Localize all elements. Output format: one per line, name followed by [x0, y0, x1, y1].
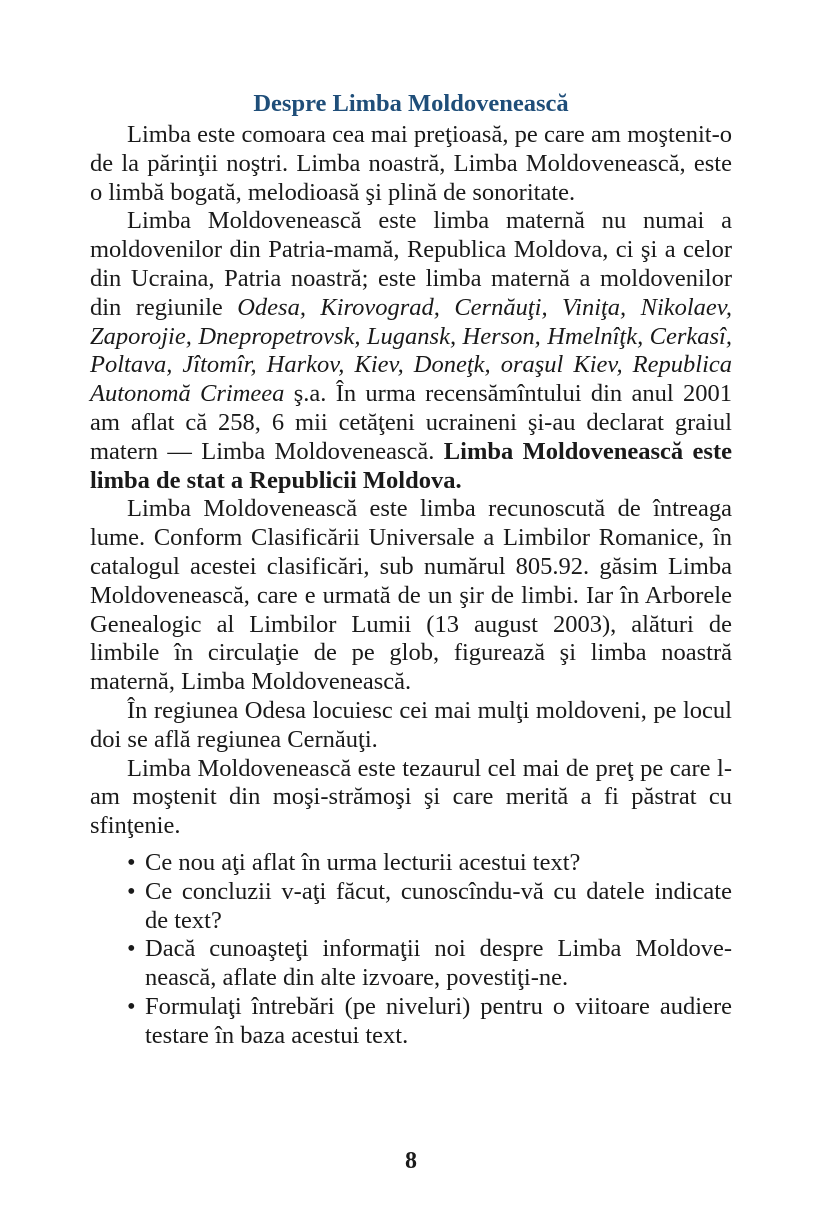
bullet-icon: •	[127, 935, 136, 963]
article-body	[90, 121, 732, 841]
question-item	[127, 935, 732, 993]
paragraph-2-text-intro: Limba Moldovenească este limba maternă nu numai a moldovenilor din Patria-mamă, Republica Moldova, ci şi a celor din Ucraina, Patria noastră; este limba maternă a moldovenilor din regiunile	[90, 207, 732, 321]
paragraph-1	[90, 121, 732, 207]
question-item	[127, 878, 732, 936]
page-number: 8	[405, 1148, 417, 1174]
question-text: Formulaţi întrebări (pe niveluri) pentru o viitoare audiere testare în baza acestui text.	[145, 992, 732, 1049]
question-text: Dacă cunoaşteţi informaţii noi despre Limba Moldovenească, aflate din alte izvoare, povestiţi-ne.	[145, 935, 732, 992]
paragraph-1-text: Limba este comoara cea mai preţioasă, pe care am moştenit-o de la părinţii noştri. Limba noastră, Limba Moldovenească, este o limbă bogată, melodioasă şi plină de sonoritate.	[90, 121, 732, 206]
paragraph-2-text-census: ş.a. În urma recensămîntului din anul 2001 am aflat că 258, 6 mii cetăţeni ucraineni şi-au declarat graiul matern — Limba Moldovenească.	[90, 380, 732, 465]
questions-list	[90, 849, 732, 1051]
paragraph-3	[90, 495, 732, 697]
question-item	[127, 849, 732, 878]
question-item	[127, 993, 732, 1051]
paragraph-4-text: În regiunea Odesa locuiesc cei mai mulţi moldoveni, pe locul doi se află regiunea Cernăuţi.	[90, 696, 732, 753]
paragraph-4	[90, 697, 732, 755]
bullet-icon: •	[127, 877, 136, 905]
paragraph-5-text: Limba Moldovenească este tezaurul cel mai de preţ pe care l-am moştenit din moşi-strămoşi şi care merită a fi păstrat cu sfinţenie.	[90, 754, 732, 840]
question-text: Ce nou aţi aflat în urma lecturii acestui text?	[145, 848, 581, 876]
bullet-icon: •	[127, 992, 136, 1020]
paragraph-2-state-language-statement: Limba Moldovenească este limba de stat a Republicii Moldova.	[90, 437, 732, 494]
paragraph-2-regions-list: Odesa, Kirovograd, Cernăuţi, Viniţa, Nikolaev, Zaporojie, Dnepropetrovsk, Lugansk, Herson, Hmelnîţk, Cerkasî, Poltava, Jîtomîr, Harkov, Kiev, Doneţk, oraşul Kiev, Republica Autonomă Crimeea	[90, 293, 732, 408]
paragraph-3-text: Limba Moldovenească este limba recunoscută de întreaga lume. Conform Clasificării Universale a Limbilor Romanice, în catalogul acestei clasificări, sub numărul 805.92. găsim Limba Moldovenească, care e urmată de un şir de limbi. Iar în Arborele Genealogic al Limbilor Lumii (13 august 2003), alături de limbile în circulaţie de pe glob, figurează şi limba noastră maternă, Limba Moldovenească.	[90, 495, 732, 696]
paragraph-5	[90, 755, 732, 841]
bullet-icon: •	[127, 848, 136, 876]
paragraph-2	[90, 207, 732, 495]
page-title: Despre Limba Moldovenească	[253, 90, 569, 117]
question-text: Ce concluzii v-aţi făcut, cunoscîndu-vă cu datele indicate de text?	[145, 877, 732, 934]
